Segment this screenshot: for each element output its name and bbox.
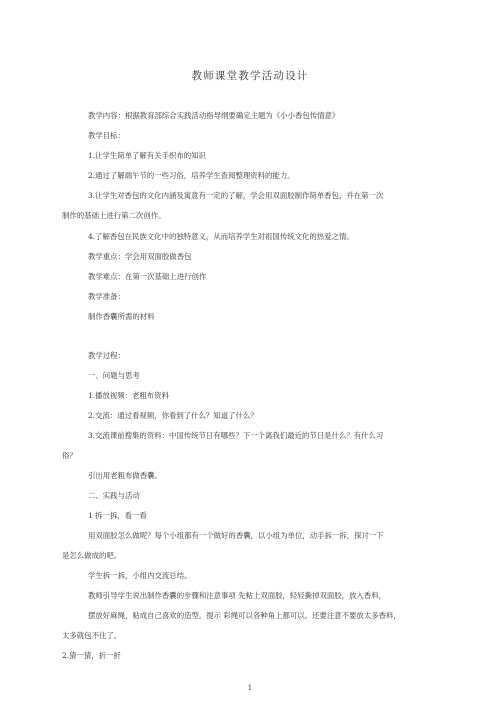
paragraph-line: 教学内容：根据教育部综合实践活动指导纲要确定主题为《小小香包传情意》 bbox=[88, 111, 340, 120]
paragraph-line: 引出用老粗布做香囊。 bbox=[88, 471, 162, 480]
page-number: 1 bbox=[247, 684, 253, 692]
paragraph-line: 1.播放视频：老粗布资料 bbox=[88, 391, 169, 400]
paragraph-line: 2.交流：通过看视频，你看到了什么？知道了什么？ bbox=[88, 411, 258, 420]
paragraph-line: 是怎么做成的吧。 bbox=[62, 551, 122, 560]
paragraph-line: 2.猜一猜，折一折 bbox=[62, 651, 121, 660]
paragraph-line: 1.让学生简单了解有关手织布的知识 bbox=[88, 151, 206, 160]
paragraph-line: 教师引导学生说出制作香囊的步骤和注意事项 先粘上双面胶，轻轻撕掉双面胶，放入香料， bbox=[88, 591, 386, 600]
paragraph-line: 3.交流课前搜集的资料：中国传统节日有哪些？下一个离我们最近的节日是什么？有什么习 bbox=[88, 431, 384, 440]
paragraph-line: 二、实践与活动 bbox=[88, 491, 140, 500]
paragraph-line: 1 拆一拆，看一看 bbox=[88, 511, 147, 520]
paragraph-line: 一、问题与思考 bbox=[88, 371, 140, 380]
paragraph-line: 教学过程： bbox=[88, 351, 125, 360]
paragraph-line: 教学目标： bbox=[88, 131, 125, 140]
paragraph-line: 学生拆一拆，小组内交流总结。 bbox=[88, 571, 192, 580]
paragraph-line: 制作的基础上进行第二次创作。 bbox=[62, 211, 166, 220]
paragraph-line: 制作香囊所需的材料 bbox=[88, 312, 155, 321]
paragraph-line: 教学准备： bbox=[88, 292, 125, 301]
paragraph-line: 俗？ bbox=[62, 451, 77, 460]
paragraph-line: 4.了解香包在民族文化中的独特意义，从而培养学生对祖国传统文化的热爱之情。 bbox=[88, 232, 354, 241]
paragraph-line: 3.让学生对香包的文化内涵及寓意有一定的了解，学会用双面胶制作简单香包，并在第一次 bbox=[88, 191, 384, 200]
paragraph-line: 2.通过了解端午节的一些习俗，培养学生查阅整理资料的能力。 bbox=[88, 171, 295, 180]
paragraph-line: 教学难点：在第一次基础上进行创作 bbox=[88, 272, 207, 281]
paragraph-line: 太多就包不住了。 bbox=[62, 631, 122, 640]
paragraph-line: 用双面胶怎么做呢？每个小组都有一个做好的香囊，以小组为单位，动手拆一拆，探讨一下 bbox=[88, 531, 384, 540]
document-title: 教师课堂教学活动设计 bbox=[191, 70, 309, 82]
paragraph-line: 教学重点：学会用双面胶做香包 bbox=[88, 252, 192, 261]
paragraph-line: 摆放好麻绳，粘成自己喜欢的造型。提示 彩绳可以各种角上都可以。还要注意不要放太多香料， bbox=[88, 611, 401, 620]
